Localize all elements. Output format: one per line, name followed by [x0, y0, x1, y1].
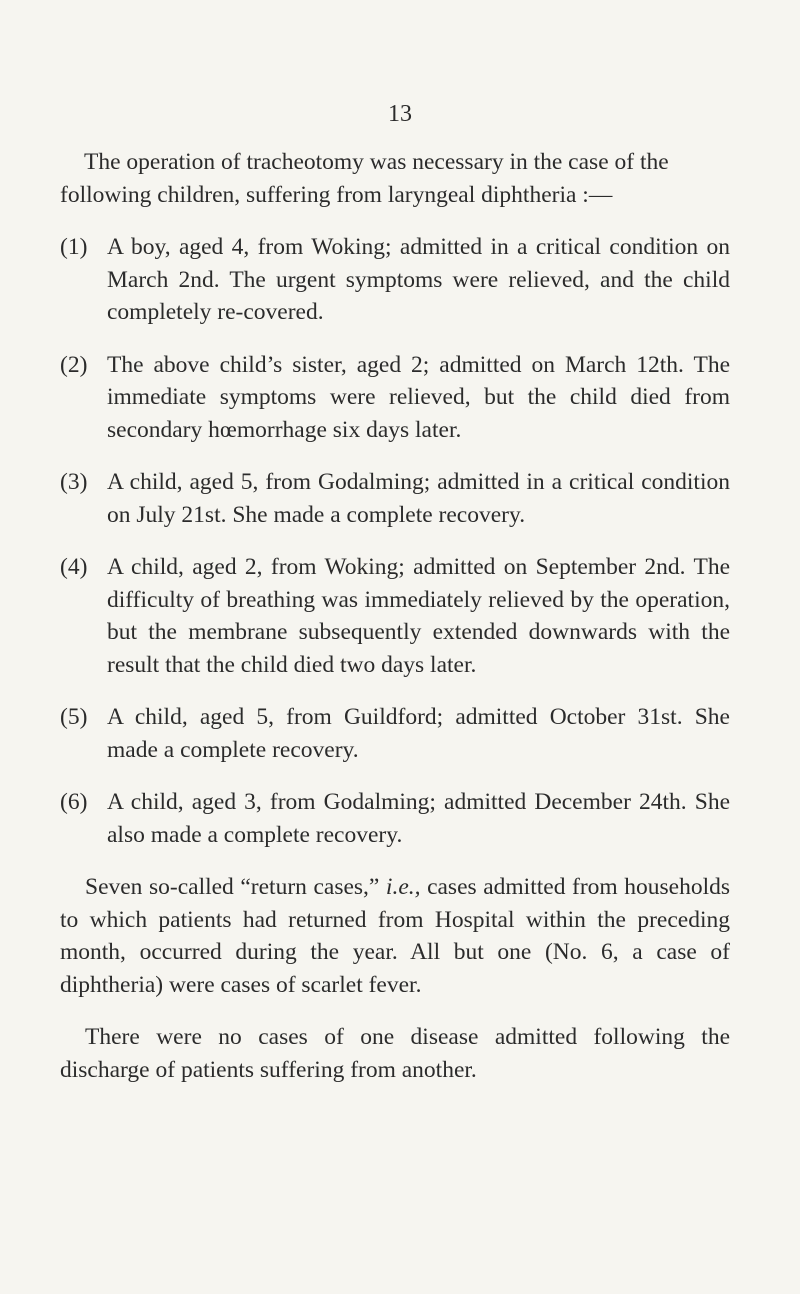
case-number: (2): [60, 351, 88, 378]
case-item: [60, 231, 730, 329]
case-text: A child, aged 3, from Godalming; admitted December 24th. She also made a complete recovery.: [107, 789, 730, 848]
case-list: [60, 231, 730, 851]
case-text: The above child’s sister, aged 2; admitted on March 12th. The immediate symptoms were relieved, but the child died from secondary hœmorrhage six days later.: [107, 351, 730, 443]
case-number: (6): [60, 789, 88, 815]
page-number: 13: [388, 101, 412, 127]
case-number: (3): [60, 469, 88, 495]
case-text: A child, aged 2, from Woking; admitted on September 2nd. The difficulty of breathing was immediately relieved by the operation, but the membrane subsequently extended downwards with the result that the child died two days later.: [107, 554, 730, 678]
case-item: [60, 701, 730, 766]
case-item: [60, 466, 730, 531]
page-body: [60, 146, 730, 1086]
case-item: [60, 551, 730, 681]
case-number: (1): [60, 234, 88, 260]
return-cases-text-before: Seven so-called “return cases,”: [85, 874, 386, 900]
return-cases-italic: i.e.,: [385, 874, 421, 900]
intro-paragraph: The operation of tracheotomy was necessary in the case of the following children, suffering from laryngeal diphtheria :—: [60, 149, 669, 208]
case-number: (5): [60, 704, 88, 730]
final-paragraph: There were no cases of one disease admitted following the discharge of patients suffering from another.: [60, 1024, 730, 1083]
case-text: A boy, aged 4, from Woking; admitted in a critical condition on March 2nd. The urgent symptoms were relieved, and the child completely re-covered.: [107, 234, 730, 325]
case-number: (4): [60, 554, 88, 580]
return-cases-paragraph: [60, 871, 730, 1001]
case-text: A child, aged 5, from Godalming; admitted in a critical condition on July 21st. She made a complete recovery.: [107, 469, 730, 528]
case-item: [60, 786, 730, 851]
case-item: [60, 349, 730, 447]
case-text: A child, aged 5, from Guildford; admitted October 31st. She made a complete recovery.: [107, 704, 730, 763]
return-cases-text-after: cases admitted from households to which patients had returned from Hospital within the preceding month, occurred during the year. All but one (No. 6, a case of diphtheria) were cases of scarlet fever.: [60, 874, 730, 998]
